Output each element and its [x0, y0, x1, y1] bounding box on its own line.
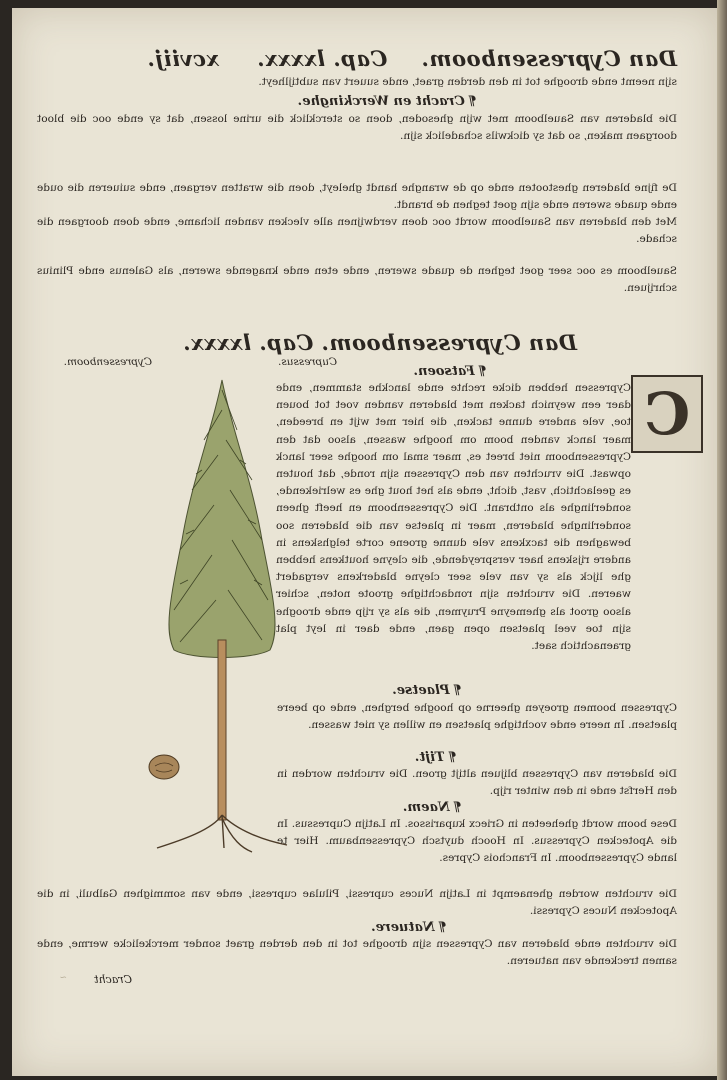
- natuere-para: Die vruchten ende bladeren van Cypressen sijn drooghe tot in den derden graet sonder merckelicke werme, ende samen treckende van natueren.: [37, 938, 677, 968]
- kracht-para-4: Sauelboom es ooc seer goet teghen de quade sweren, ende eten ende knagende sweren, als Galenus ende Plinius schrijuen.: [37, 265, 677, 295]
- header-title-left: Dan Cypressenboom.: [421, 46, 677, 71]
- intro-line: sijn neemt ende drooghe tot in den derden graet, ende suuert van subtijlheyt.: [258, 76, 677, 88]
- plaetse-para: Cypressen boomen groeyen gheerne op hooghe berghen, ende op beere plaetsen. In neere ende vochtighe plaetsen en willen sy niet wassen.: [277, 702, 677, 732]
- pilcrow-icon: ¶: [478, 364, 487, 379]
- chapter-title: Dan Cypressenboom. Cap. lxxxx.: [182, 330, 577, 355]
- heading-fatsoen: ¶Fatsoen.: [413, 364, 487, 379]
- pilcrow-icon: ¶: [438, 920, 447, 935]
- kracht-para-1: Die bladeren van Sauelboom met wijn ghesoden, doen so stercklick die urine lossen, dat sy ende ooc die bloot doorgaen maken, so dat sy dickwils schadelick sijn.: [37, 113, 677, 143]
- tijt-para: Die bladeren van Cypressen blijuen altijt groen. Die vruchten worden in den Herfst ende in den winter rijp.: [277, 768, 677, 798]
- kracht-para-2: De fijne bladeren ghestooten ende op de wranghe handt gheleyt, doen die wratten vergaen, ende suiueren die oude ende quade sweren ende sijn goet teghen de brandt.: [37, 182, 677, 212]
- naem-para: Dese boom wordt gheheeten in Griecx kuparissos. In Latijn Cupressus. In die Apotecken Cypressus. In Hooch duytsch Cypressenbaum. Hier te lande Cypressenboom. In Franchois Cypres.: [277, 818, 677, 865]
- heading-naem: ¶Naem.: [402, 800, 462, 815]
- pilcrow-icon: ¶: [468, 94, 477, 109]
- latin-name: Cupressus.: [277, 356, 337, 368]
- kracht-para-3: Met den bladeren van Sauelboom wordt ooc doen verdwijnen alle vlecken vanden lichame, ende doen doorgaen die schade.: [37, 216, 677, 246]
- page-mark: ~: [59, 973, 67, 983]
- heading-plaetse: ¶Plaetse.: [392, 683, 462, 698]
- cypress-cone-illustration: [147, 752, 181, 782]
- heading-tijt: ¶Tijt.: [414, 750, 457, 765]
- book-page: [12, 8, 717, 1076]
- mirrored-page-content: [12, 8, 717, 1076]
- heading-natuere: ¶Natuere.: [371, 920, 447, 935]
- cypress-tree-illustration: [152, 370, 292, 860]
- decorated-initial: C: [631, 375, 703, 453]
- dutch-name: Cypressenboom.: [63, 356, 152, 368]
- page-header: [57, 46, 677, 71]
- pilcrow-icon: ¶: [448, 750, 457, 765]
- book-edge: [717, 0, 727, 1080]
- naem-para-2: Die vruchten worden ghenaempt in Latijn Nuces cupressi, Pilulae cupressi, ende van sommighen Galbuli, in die Apotecken Nuces Cypressi.: [37, 888, 677, 918]
- catchword: Cracht: [94, 973, 132, 986]
- heading-kracht: ¶Cracht en Werckinghe.: [297, 94, 477, 109]
- header-chapter: Cap. lxxxx.: [256, 46, 388, 71]
- pilcrow-icon: ¶: [453, 800, 462, 815]
- header-folio: xcviij.: [147, 46, 219, 71]
- fatsoen-para: Cypressen hebben dicke rechte ende lanckhe stammen, ende daer een weynich tacken met bladeren vanden voet tot bouen toe, vele andere dunne tacken, die hier met wijt en breeden, maer lanck vanden boom om hooghe wassen, alsoo dat den Cypressenboom niet breet es, maer smal om hooghe seer lanck opwast. Die vruchten van den Cypressen sijn ronde, dat houten es geelachtich, vast, dicht, ende als het hout ghe es welriekende, sonderlinghe als ontbrant. Die Cypressenboom en heeft gheen sonderlinghe bladeren, maer in plaetse van die bladeren soo bewaghen die tacxkens vele dunne groene corte telghskens in andere rijskens haer verspreydende, die cleyne houtkens hebben ghe lijck als sy van vele seer cleyne bladerkens vergadert waeren. Die vruchten sijn rondachtighe groote noten, schier alsoo groot als ghemeyne Pruymen, die als sy rijp ende drooghe sijn toe veel plaetsen open gaen, ende daer in leyt plat graenachtich saet.: [276, 382, 631, 653]
- pilcrow-icon: ¶: [453, 683, 462, 698]
